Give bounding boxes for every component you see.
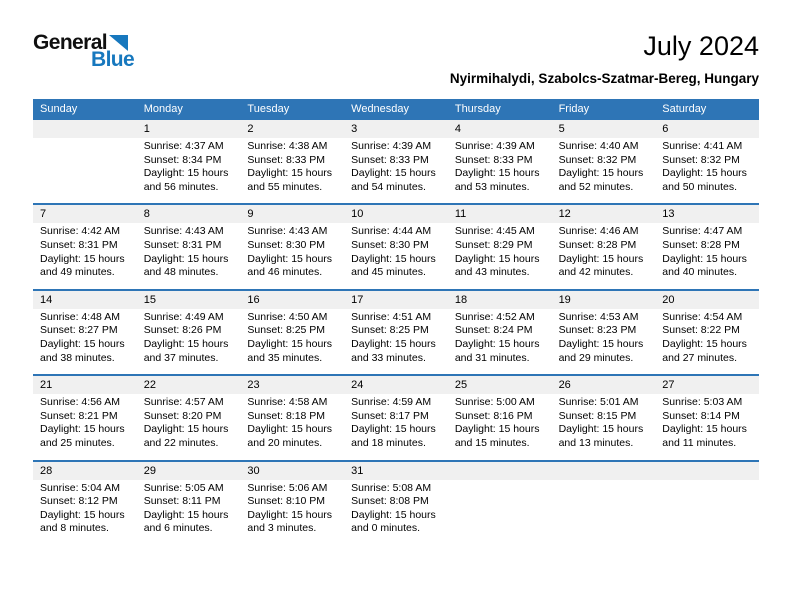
- day-cell: [344, 223, 448, 288]
- calendar-table: [33, 99, 759, 545]
- cell-text: and 27 minutes.: [662, 351, 737, 364]
- day-number: 21: [40, 379, 53, 392]
- cell-text: Sunrise: 5:03 AM: [662, 396, 743, 409]
- cell-text: and 15 minutes.: [454, 436, 530, 449]
- cell-text: Daylight: 15 hours: [351, 252, 436, 265]
- cell-text: Daylight: 15 hours: [351, 337, 436, 350]
- cell-text: Daylight: 15 hours: [558, 167, 644, 180]
- day-cell: [655, 394, 759, 459]
- cell-text: Daylight: 15 hours: [143, 167, 229, 180]
- cell-text: Daylight: 15 hours: [351, 167, 436, 180]
- day-number: 23: [247, 379, 260, 392]
- cell-text: Daylight: 15 hours: [558, 423, 644, 436]
- day-number: 11: [454, 208, 467, 221]
- cell-text: Sunrise: 4:42 AM: [40, 225, 120, 238]
- weekday-label: Tuesday: [247, 103, 290, 115]
- day-cell: [137, 480, 241, 545]
- cell-text: and 20 minutes.: [247, 436, 323, 449]
- page-title: July 2024: [643, 31, 759, 61]
- day-number: 3: [351, 123, 358, 135]
- day-cell: [552, 309, 656, 374]
- day-number: [448, 462, 552, 480]
- cell-text: Sunrise: 4:50 AM: [247, 310, 328, 323]
- cell-text: Sunrise: 5:08 AM: [351, 481, 432, 494]
- cell-text: Daylight: 15 hours: [558, 337, 644, 350]
- cell-text: Daylight: 15 hours: [143, 423, 229, 436]
- cell-text: and 56 minutes.: [143, 180, 219, 193]
- cell-text: and 8 minutes.: [40, 522, 109, 535]
- weekday-label: Monday: [143, 103, 183, 115]
- cell-text: Daylight: 15 hours: [454, 167, 540, 180]
- cell-text: Sunrise: 4:57 AM: [143, 396, 224, 409]
- cell-text: Sunrise: 4:43 AM: [143, 225, 224, 238]
- day-number: 12: [558, 208, 571, 221]
- cell-text: Sunrise: 4:43 AM: [247, 225, 328, 238]
- cell-text: Daylight: 15 hours: [351, 423, 436, 436]
- cell-text: Sunset: 8:30 PM: [247, 238, 326, 251]
- cell-text: Sunset: 8:31 PM: [143, 238, 222, 251]
- cell-text: and 6 minutes.: [143, 522, 213, 535]
- day-number: 26: [558, 379, 571, 392]
- day-number: 19: [558, 293, 571, 306]
- day-number: 20: [662, 293, 675, 306]
- weekday-header-row: [33, 99, 759, 120]
- day-detail-row: [33, 309, 759, 374]
- cell-text: Sunrise: 4:47 AM: [662, 225, 743, 238]
- cell-text: Daylight: 15 hours: [247, 167, 333, 180]
- cell-text: Sunset: 8:27 PM: [40, 324, 118, 337]
- cell-text: Sunrise: 4:45 AM: [454, 225, 535, 238]
- cell-text: Sunrise: 5:04 AM: [40, 481, 120, 494]
- day-detail-row: [33, 480, 759, 545]
- day-cell: [344, 309, 448, 374]
- cell-text: and 0 minutes.: [351, 522, 421, 535]
- cell-text: Sunset: 8:32 PM: [662, 153, 740, 166]
- day-cell: [33, 309, 137, 374]
- day-number: 30: [247, 464, 260, 477]
- cell-text: Daylight: 15 hours: [454, 252, 540, 265]
- day-number: 27: [662, 379, 675, 392]
- cell-text: Sunrise: 4:59 AM: [351, 396, 432, 409]
- day-number: 4: [454, 123, 461, 135]
- cell-text: Daylight: 15 hours: [40, 508, 125, 521]
- cell-text: Sunset: 8:11 PM: [143, 495, 221, 508]
- weekday-label: Thursday: [454, 103, 501, 115]
- day-cell: [448, 394, 552, 459]
- day-detail-row: [33, 138, 759, 203]
- cell-text: Sunrise: 4:48 AM: [40, 310, 120, 323]
- cell-text: Sunset: 8:18 PM: [247, 409, 326, 422]
- cell-text: and 49 minutes.: [40, 266, 115, 279]
- day-cell: [552, 223, 656, 288]
- cell-text: Sunset: 8:28 PM: [662, 238, 740, 251]
- day-number: 31: [351, 464, 364, 477]
- cell-text: Daylight: 15 hours: [662, 167, 747, 180]
- day-cell: [33, 223, 137, 288]
- cell-text: Daylight: 15 hours: [662, 252, 747, 265]
- cell-text: Sunrise: 4:49 AM: [143, 310, 224, 323]
- cell-text: and 25 minutes.: [40, 436, 115, 449]
- day-cell: [137, 138, 241, 203]
- cell-text: Sunrise: 4:38 AM: [247, 140, 328, 152]
- day-cell: [137, 394, 241, 459]
- cell-text: and 43 minutes.: [454, 266, 530, 279]
- day-number: [33, 120, 137, 138]
- weekday-label: Saturday: [662, 103, 707, 115]
- day-cell: [344, 480, 448, 545]
- day-number: 14: [40, 293, 53, 306]
- cell-text: and 29 minutes.: [558, 351, 634, 364]
- day-cell: [240, 480, 344, 545]
- cell-text: Sunset: 8:22 PM: [662, 324, 740, 337]
- day-number: 1: [143, 123, 150, 135]
- cell-text: and 55 minutes.: [247, 180, 323, 193]
- day-number-strip: [33, 120, 759, 138]
- cell-text: Daylight: 15 hours: [247, 252, 333, 265]
- cell-text: Sunset: 8:25 PM: [247, 324, 326, 337]
- day-cell: [552, 138, 656, 203]
- general-blue-logo: [33, 26, 183, 71]
- cell-text: Sunset: 8:08 PM: [351, 495, 429, 508]
- calendar-weeks: [33, 120, 759, 545]
- day-cell: [240, 394, 344, 459]
- day-cell: [137, 309, 241, 374]
- day-number: [655, 462, 759, 480]
- cell-text: Sunrise: 5:05 AM: [143, 481, 224, 494]
- cell-text: and 33 minutes.: [351, 351, 426, 364]
- day-cell: [552, 394, 656, 459]
- day-number: 18: [454, 293, 468, 306]
- week-row: [33, 374, 759, 459]
- day-cell: [33, 394, 137, 459]
- cell-text: and 42 minutes.: [558, 266, 634, 279]
- cell-text: Sunrise: 5:01 AM: [558, 396, 639, 409]
- day-number: 2: [247, 123, 254, 135]
- logo-text-blue: Blue: [91, 48, 135, 71]
- cell-text: and 31 minutes.: [454, 351, 530, 364]
- cell-text: and 13 minutes.: [558, 436, 634, 449]
- weekday-label: Friday: [558, 103, 590, 115]
- day-number: 28: [40, 464, 53, 477]
- cell-text: Sunrise: 4:53 AM: [558, 310, 639, 323]
- week-row: [33, 289, 759, 374]
- cell-text: Sunset: 8:12 PM: [40, 495, 118, 508]
- cell-text: Sunset: 8:14 PM: [662, 409, 740, 422]
- cell-text: Daylight: 15 hours: [143, 252, 229, 265]
- cell-text: and 52 minutes.: [558, 180, 634, 193]
- cell-text: Sunset: 8:34 PM: [143, 153, 222, 166]
- day-cell: [137, 223, 241, 288]
- cell-text: Sunrise: 4:37 AM: [143, 140, 224, 152]
- day-number: 17: [351, 293, 364, 306]
- cell-text: Sunset: 8:32 PM: [558, 153, 637, 166]
- cell-text: Sunset: 8:15 PM: [558, 409, 637, 422]
- day-cell: [655, 223, 759, 288]
- cell-text: Sunrise: 5:00 AM: [454, 396, 535, 409]
- cell-text: Sunset: 8:33 PM: [351, 153, 429, 166]
- cell-text: Sunset: 8:26 PM: [143, 324, 222, 337]
- cell-text: Sunset: 8:10 PM: [247, 495, 326, 508]
- cell-text: Sunrise: 4:39 AM: [351, 140, 432, 152]
- cell-text: and 38 minutes.: [40, 351, 115, 364]
- day-number: 25: [454, 379, 468, 392]
- cell-text: Sunrise: 4:41 AM: [662, 140, 743, 152]
- cell-text: Daylight: 15 hours: [143, 337, 229, 350]
- cell-text: Sunset: 8:33 PM: [454, 153, 533, 166]
- day-number: 9: [247, 208, 254, 221]
- cell-text: Sunrise: 4:52 AM: [454, 310, 535, 323]
- day-number: 13: [662, 208, 675, 221]
- day-cell: [33, 480, 137, 545]
- cell-text: Daylight: 15 hours: [40, 252, 125, 265]
- day-number-strip: [33, 462, 759, 480]
- cell-text: Daylight: 15 hours: [40, 337, 125, 350]
- day-number: 22: [143, 379, 156, 392]
- cell-text: Sunrise: 4:46 AM: [558, 225, 639, 238]
- day-number: [552, 462, 656, 480]
- cell-text: and 11 minutes.: [662, 436, 737, 449]
- cell-text: Daylight: 15 hours: [40, 423, 125, 436]
- day-number: 24: [351, 379, 364, 392]
- cell-text: Daylight: 15 hours: [662, 423, 747, 436]
- cell-text: Sunset: 8:31 PM: [40, 238, 118, 251]
- cell-text: Sunset: 8:29 PM: [454, 238, 533, 251]
- cell-text: Sunrise: 4:54 AM: [662, 310, 743, 323]
- day-cell: [552, 480, 656, 545]
- week-row: [33, 120, 759, 203]
- cell-text: and 50 minutes.: [662, 180, 737, 193]
- cell-text: and 3 minutes.: [247, 522, 317, 535]
- day-cell: [655, 138, 759, 203]
- day-number-strip: [33, 205, 759, 223]
- cell-text: Daylight: 15 hours: [454, 337, 540, 350]
- day-cell: [240, 309, 344, 374]
- cell-text: and 40 minutes.: [662, 266, 737, 279]
- cell-text: and 53 minutes.: [454, 180, 530, 193]
- day-cell: [448, 138, 552, 203]
- cell-text: Daylight: 15 hours: [351, 508, 436, 521]
- day-cell: [240, 223, 344, 288]
- cell-text: Daylight: 15 hours: [558, 252, 644, 265]
- day-number-strip: [33, 376, 759, 394]
- day-detail-row: [33, 394, 759, 459]
- cell-text: Daylight: 15 hours: [247, 508, 333, 521]
- cell-text: and 22 minutes.: [143, 436, 219, 449]
- day-cell: [448, 309, 552, 374]
- day-cell: [448, 223, 552, 288]
- cell-text: Sunrise: 4:44 AM: [351, 225, 432, 238]
- cell-text: Sunset: 8:24 PM: [454, 324, 533, 337]
- cell-text: Sunrise: 4:39 AM: [454, 140, 535, 152]
- cell-text: and 45 minutes.: [351, 266, 426, 279]
- day-number: 6: [662, 123, 669, 135]
- cell-text: and 48 minutes.: [143, 266, 219, 279]
- cell-text: Sunset: 8:20 PM: [143, 409, 222, 422]
- cell-text: Daylight: 15 hours: [454, 423, 540, 436]
- day-cell: [33, 138, 137, 203]
- header-right: [450, 26, 759, 86]
- day-number-strip: [33, 291, 759, 309]
- day-number: 15: [143, 293, 156, 306]
- cell-text: Sunset: 8:33 PM: [247, 153, 326, 166]
- day-detail-row: [33, 223, 759, 288]
- logo-text-general: General: [33, 31, 108, 54]
- cell-text: Sunrise: 5:06 AM: [247, 481, 328, 494]
- cell-text: Sunrise: 4:56 AM: [40, 396, 120, 409]
- cell-text: Sunset: 8:16 PM: [454, 409, 533, 422]
- day-cell: [655, 309, 759, 374]
- cell-text: Daylight: 15 hours: [247, 337, 333, 350]
- week-row: [33, 460, 759, 545]
- cell-text: Sunset: 8:28 PM: [558, 238, 637, 251]
- day-cell: [344, 138, 448, 203]
- cell-text: Daylight: 15 hours: [662, 337, 747, 350]
- day-cell: [448, 480, 552, 545]
- cell-text: and 46 minutes.: [247, 266, 323, 279]
- day-number: 29: [143, 464, 156, 477]
- cell-text: Sunset: 8:30 PM: [351, 238, 429, 251]
- day-cell: [240, 138, 344, 203]
- cell-text: Sunset: 8:23 PM: [558, 324, 637, 337]
- day-number: 7: [40, 208, 47, 221]
- cell-text: Daylight: 15 hours: [143, 508, 229, 521]
- cell-text: Sunrise: 4:58 AM: [247, 396, 328, 409]
- cell-text: and 54 minutes.: [351, 180, 426, 193]
- cell-text: Sunset: 8:25 PM: [351, 324, 429, 337]
- page-header: [33, 26, 759, 86]
- cell-text: and 18 minutes.: [351, 436, 426, 449]
- day-number: 8: [143, 208, 150, 221]
- week-row: [33, 203, 759, 288]
- cell-text: Sunset: 8:17 PM: [351, 409, 429, 422]
- cell-text: Sunset: 8:21 PM: [40, 409, 118, 422]
- location-subtitle: Nyirmihalydi, Szabolcs-Szatmar-Bereg, Hungary: [449, 71, 759, 86]
- cell-text: Sunrise: 4:40 AM: [558, 140, 639, 152]
- weekday-label: Sunday: [40, 103, 78, 115]
- day-number: 10: [351, 208, 364, 221]
- day-number: 5: [558, 123, 565, 135]
- weekday-label: Wednesday: [351, 103, 410, 115]
- day-cell: [344, 394, 448, 459]
- cell-text: and 35 minutes.: [247, 351, 323, 364]
- day-cell: [655, 480, 759, 545]
- cell-text: Sunrise: 4:51 AM: [351, 310, 432, 323]
- day-number: 16: [247, 293, 260, 306]
- cell-text: and 37 minutes.: [143, 351, 219, 364]
- cell-text: Daylight: 15 hours: [247, 423, 333, 436]
